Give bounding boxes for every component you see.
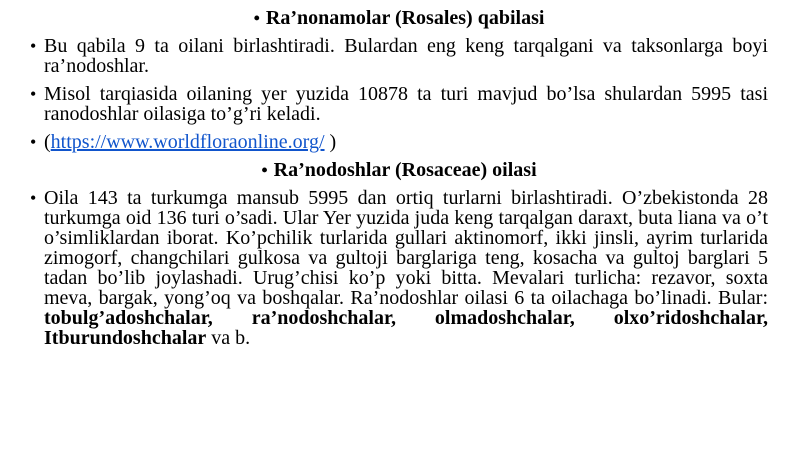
worldfloraonline-link[interactable]: https://www.worldfloraonline.org/ [50,131,325,153]
section-heading-rosaceae [30,158,768,182]
paren-open: ( [44,131,51,153]
description-tail: va b. [206,327,251,349]
bullet-glyph: • [253,8,260,28]
bullet-glyph: • [261,160,268,180]
list-item-text: Misol tarqiasida oilaning yer yuzida 10878 ta turi mavjud bo’lsa shulardan 5995 tasi ranodoshlar oilasiga to’g’ri keladi. [44,83,768,125]
bullet-glyph: • [30,188,37,208]
list-item-text: Bu qabila 9 ta oilani birlashtiradi. Bulardan eng keng tarqalgani va taksonlarga boyi ra’nodoshlar. [44,35,768,77]
list-item [30,84,768,124]
heading-text: Ra’nonamolar (Rosales) qabilasi [265,7,545,29]
list-item [30,36,768,76]
list-item-link [30,132,768,152]
description-text: Oila 143 ta turkumga mansub 5995 dan ortiq turlarni birlashtiradi. O’zbekistonda 28 turkumga oid 136 turi o’sadi. Ular Yer yuzida juda keng tarqalgan daraxt, buta liana va o’t o’simliklardan iborat. Ko’pchilik turlarida gullari aktinomorf, ikki jinsli, ayrim turlarida zimogorf, changchilari gulkosa va gultoji barglariga teng, kosacha va gultoj barglari 5 tadan bo’lib joylashadi. Urug’chisi ko’p yoki bitta. Mevalari turlicha: rezavor, soxta meva, bargak, yong’oq va boshqalar. Ra’nodoshlar oilasi 6 ta oilachaga bo’linadi. Bular: [44,187,768,309]
bullet-glyph: • [30,132,37,152]
paren-close: ) [324,131,337,153]
section-heading-rosales [30,6,768,30]
list-item-description [30,188,768,348]
subfamilies-bold: tobulg’adoshchalar, ra’nodoshchalar, olmadoshchalar, olxo’ridoshchalar, Itburundoshchalar [44,307,768,349]
heading-text: Ra’nodoshlar (Rosaceae) oilasi [273,159,537,181]
bullet-glyph: • [30,84,37,104]
bullet-glyph: • [30,36,37,56]
